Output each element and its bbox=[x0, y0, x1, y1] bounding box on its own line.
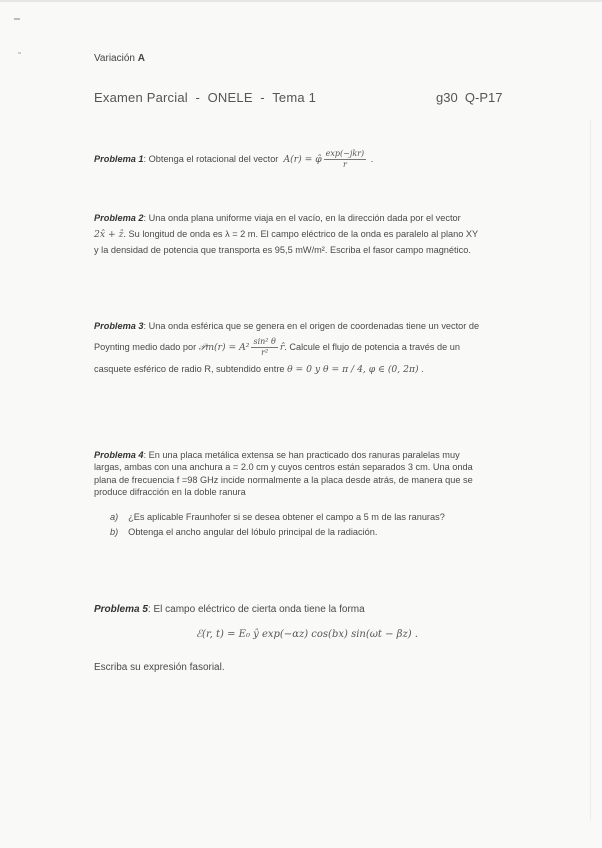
problem-4 bbox=[94, 449, 506, 499]
problem-2-label: Problema 2 bbox=[94, 213, 144, 223]
problem-5 bbox=[94, 603, 512, 617]
problem-3-line-1: : Una onda esférica que se genera en el origen de coordenadas tiene un vector de bbox=[143, 321, 480, 331]
variation-text: Variación bbox=[94, 53, 135, 64]
page-top-edge bbox=[0, 0, 602, 2]
fraction-denominator: r bbox=[342, 160, 347, 169]
problem-1-label: Problema 1 bbox=[94, 154, 144, 164]
fraction-numerator: sin² θ bbox=[253, 337, 276, 347]
problem-3-line-3-pre: casquete esférico de radio R, subtendido entre bbox=[94, 364, 285, 375]
problem-1-end: . bbox=[370, 154, 374, 164]
problem-4-line-2: largas, ambas con una anchura a = 2.0 cm y cuyos centros están separados 3 cm. Una onda bbox=[94, 462, 473, 473]
formula-fraction bbox=[251, 338, 277, 357]
problem-5-label: Problema 5 bbox=[94, 604, 148, 615]
item-text: Obtenga el ancho angular del lóbulo principal de la radiación. bbox=[128, 527, 378, 537]
problem-1 bbox=[94, 150, 512, 169]
problem-4-line-4: produce difracción en la doble ranura bbox=[94, 487, 246, 498]
problem-3-line-2-pre: Poynting medio dado por bbox=[94, 342, 197, 353]
problem-4-line-3: plana de frecuencia f =98 GHz incide normalmente a la placa desde atrás, de manera que se bbox=[94, 474, 473, 485]
scan-mark bbox=[14, 18, 20, 20]
fraction-denominator: r² bbox=[261, 348, 269, 358]
problem-3-range-formula: θ = 0 y θ = π / 4, φ ∈ (0, 2π) bbox=[287, 364, 419, 376]
problem-1-formula bbox=[283, 149, 368, 169]
exam-title: Examen Parcial - ONELE - Tema 1 bbox=[94, 90, 317, 105]
formula-lhs: 𝒫m(r) = A² bbox=[198, 342, 250, 354]
problem-4-item-a bbox=[110, 512, 445, 522]
problem-2-line-3: y la densidad de potencia que transporta es 95,5 mW/m². Escriba el fasor campo magnético. bbox=[94, 244, 471, 255]
problem-2 bbox=[94, 212, 512, 256]
problem-3-line-2-post: . Calcule el flujo de potencia a través de un bbox=[284, 342, 460, 353]
problem-3-formula bbox=[198, 337, 285, 358]
problem-2-line-2: . Su longitud de onda es λ = 2 m. El campo eléctrico de la onda es paralelo al plano XY bbox=[123, 229, 479, 240]
problem-5-formula: ℰ(r, t) = E₀ ŷ exp(−αz) cos(bx) sin(ωt − βz) . bbox=[196, 629, 418, 640]
variation-label bbox=[94, 53, 145, 64]
problem-4-label: Problema 4 bbox=[94, 450, 144, 460]
problem-4-line-1: : En una placa metálica extensa se han practicado dos ranuras paralelas muy bbox=[143, 450, 460, 460]
problem-5-line-1: : El campo eléctrico de cierta onda tiene la forma bbox=[147, 604, 365, 615]
page-fold-line bbox=[590, 120, 591, 820]
problem-3-label: Problema 3 bbox=[94, 321, 144, 331]
formula-fraction bbox=[324, 150, 366, 169]
fraction-numerator: exp(−jkr) bbox=[325, 149, 365, 158]
scan-mark bbox=[18, 52, 21, 54]
item-marker: b) bbox=[110, 527, 119, 537]
variation-letter: A bbox=[137, 53, 145, 64]
problem-3 bbox=[94, 320, 512, 377]
formula-lhs: A(r) = φ̂ bbox=[283, 154, 322, 165]
item-text: ¿Es aplicable Fraunhofer si se desea obtener el campo a 5 m de las ranuras? bbox=[128, 512, 445, 522]
exam-code: g30 Q-P17 bbox=[436, 90, 503, 105]
item-marker: a) bbox=[110, 512, 119, 522]
problem-3-end: . bbox=[421, 364, 424, 375]
formula-rhs: r̂ bbox=[279, 342, 285, 354]
problem-5-instruction: Escriba su expresión fasorial. bbox=[94, 662, 225, 673]
problem-4-item-b bbox=[110, 527, 377, 537]
problem-2-line-1: : Una onda plana uniforme viaja en el vacío, en la dirección dada por el vector bbox=[143, 213, 461, 223]
problem-2-formula: 2x̂ + ẑ bbox=[94, 229, 124, 241]
problem-1-text: : Obtenga el rotacional del vector bbox=[143, 154, 279, 164]
